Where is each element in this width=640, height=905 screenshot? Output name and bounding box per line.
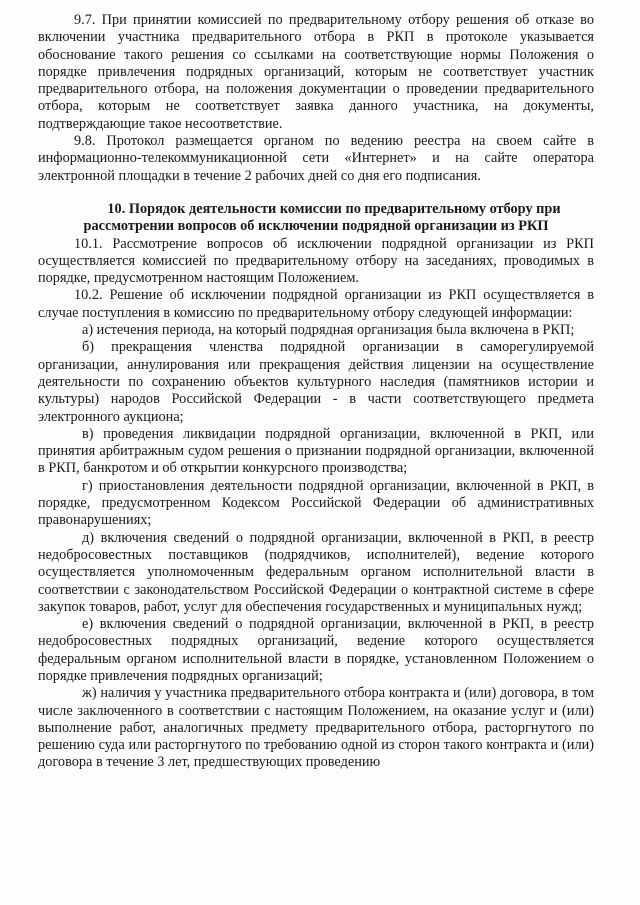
section-10-heading: 10. Порядок деятельности комиссии по предварительному отбору при рассмотрении вопросов об исключении подрядной организации из РКП — [83, 200, 561, 235]
paragraph-9-8: 9.8. Протокол размещается органом по ведению реестра на своем сайте в информационно-телекоммуникационной сети «Интернет» и на сайте оператора электронной площадки в течение 2 рабочих дней со дня его подписания. — [38, 133, 594, 184]
list-item-a: а) истечения периода, на который подрядная организация была включена в РКП; — [82, 322, 575, 339]
paragraph-10-1: 10.1. Рассмотрение вопросов об исключении подрядной организации из РКП осуществляется комиссией по предварительному отбору на заседаниях, проводимых в порядке, предусмотренном настоящим Положением. — [38, 235, 594, 287]
document-body — [38, 12, 594, 772]
list-item-d: д) включения сведений о подрядной организации, включенной в РКП, в реестр недобросовестных поставщиков (подрядчиков, исполнителей), ведение которого осуществляется уполномоченным федеральным органом исполнительной власти в соответствии с законодательством Российской Федерации о контрактной системе в сфере закупок товаров, работ, услуг для обеспечения государственных и муниципальных нужд; — [38, 529, 594, 615]
list-item-g: г) приостановления деятельности подрядной организации, включенной в РКП, в порядке, предусмотренном Кодексом Российской Федерации об административных правонарушениях; — [38, 477, 594, 529]
list-item-v: в) проведения ликвидации подрядной организации, включенной в РКП, или принятия арбитражным судом решения о признании подрядной организации, включенной в РКП, банкротом и об открытии конкурсного производства; — [38, 425, 594, 477]
list-item-b: б) прекращения членства подрядной организации в саморегулируемой организации, аннулирования или прекращения действия лицензии на осуществление деятельности по сохранению объектов культурного наследия (памятников истории и культуры) народов Российской Федерации - в части соответствующего предмета электронного аукциона; — [38, 339, 594, 425]
paragraph-9-7: 9.7. При принятии комиссией по предварительному отбору решения об отказе во включении участника предварительного отбора в РКП в протоколе указывается обоснование такого решения со ссылками на соответствующие нормы Положения о порядке привлечения подрядных организаций, которым не соответствует участник предварительного отбора, на положения документации о проведении предварительного отбора, которым не соответствует заявка данного участника, на документы, подтверждающие такое несоответствие. — [38, 12, 594, 132]
list-item-e: е) включения сведений о подрядной организации, включенной в РКП, в реестр недобросовестных подрядных организаций, ведение которого осуществляется федеральным органом исполнительной власти в порядке, установленном Положением о порядке привлечения подрядных организаций; — [38, 616, 594, 684]
list-item-zh: ж) наличия у участника предварительного отбора контракта и (или) договора, в том числе заключенного в соответствии с настоящим Положением, на оказание услуг и (или) выполнение работ, аналогичных предмету предварительного отбора, расторгнутого по решению суда или расторгнутого по требованию одной из сторон такого контракта и (или) договора в течение 3 лет, предшествующих проведению — [38, 685, 594, 771]
paragraph-10-2: 10.2. Решение об исключении подрядной организации из РКП осуществляется в случае поступления в комиссию по предварительному отбору следующей информации: — [38, 287, 594, 321]
